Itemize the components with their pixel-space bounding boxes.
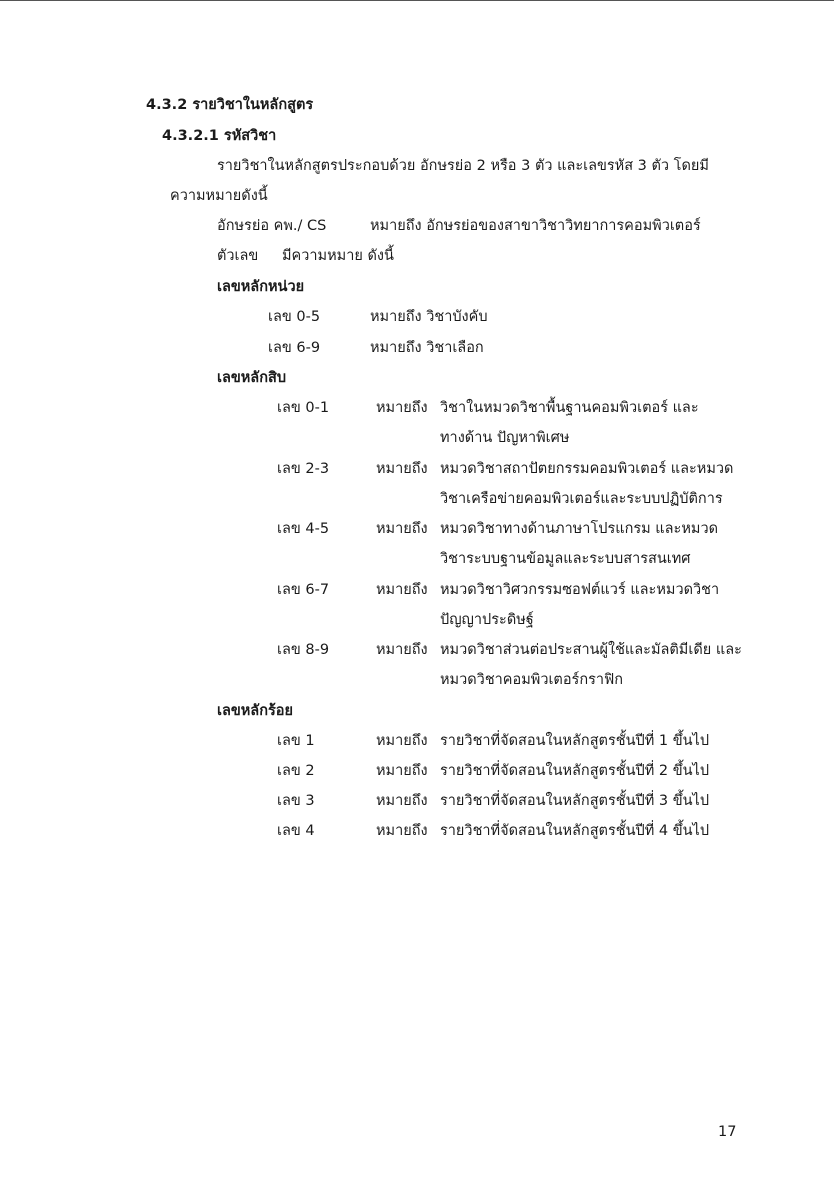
tens-meaning-line2: ทางด้าน ปัญหาพิเศษ [440, 430, 570, 446]
page-number: 17 [718, 1124, 737, 1140]
tens-label: เลข 6-7 [277, 582, 330, 598]
hundreds-verb: หมายถึง [376, 733, 428, 749]
tens-meaning-line2: วิชาเครือข่ายคอมพิวเตอร์และระบบปฏิบัติการ [440, 491, 723, 507]
tens-heading: เลขหลักสิบ [217, 370, 287, 386]
hundreds-label: เลข 4 [277, 823, 315, 839]
tens-verb: หมายถึง [376, 461, 428, 477]
hundreds-label: เลข 3 [277, 793, 315, 809]
tens-meaning-line1: หมวดวิชาทางด้านภาษาโปรแกรม และหมวด [440, 521, 719, 537]
hundreds-meaning: รายวิชาที่จัดสอนในหลักสูตรชั้นปีที่ 1 ขึ้นไป [440, 733, 710, 749]
hundreds-verb: หมายถึง [376, 823, 428, 839]
abbrev-meaning: หมายถึง อักษรย่อของสาขาวิชาวิทยาการคอมพิวเตอร์ [370, 218, 701, 234]
hundreds-meaning: รายวิชาที่จัดสอนในหลักสูตรชั้นปีที่ 3 ขึ้นไป [440, 793, 710, 809]
hundreds-heading: เลขหลักร้อย [217, 703, 293, 719]
units-label: เลข 6-9 [268, 340, 321, 356]
units-meaning: หมายถึง วิชาเลือก [370, 340, 484, 356]
digit-term: ตัวเลข [217, 248, 259, 264]
tens-verb: หมายถึง [376, 400, 428, 416]
tens-label: เลข 8-9 [277, 642, 330, 658]
abbrev-term: อักษรย่อ คพ./ CS [217, 218, 327, 234]
tens-label: เลข 2-3 [277, 461, 330, 477]
hundreds-label: เลข 2 [277, 763, 315, 779]
tens-meaning-line1: หมวดวิชาวิศวกรรมซอฟต์แวร์ และหมวดวิชา [440, 582, 720, 598]
hundreds-meaning: รายวิชาที่จัดสอนในหลักสูตรชั้นปีที่ 2 ขึ้นไป [440, 763, 710, 779]
tens-verb: หมายถึง [376, 521, 428, 537]
digit-meaning: มีความหมาย ดังนี้ [282, 248, 394, 264]
tens-label: เลข 0-1 [277, 400, 330, 416]
intro-line-2: ความหมายดังนี้ [170, 188, 268, 204]
hundreds-meaning: รายวิชาที่จัดสอนในหลักสูตรชั้นปีที่ 4 ขึ้นไป [440, 823, 710, 839]
hundreds-verb: หมายถึง [376, 793, 428, 809]
tens-meaning-line2: ปัญญาประดิษฐ์ [440, 612, 534, 628]
tens-meaning-line1: หมวดวิชาสถาปัตยกรรมคอมพิวเตอร์ และหมวด [440, 461, 734, 477]
intro-line-1: รายวิชาในหลักสูตรประกอบด้วย อักษรย่อ 2 หรือ 3 ตัว และเลขรหัส 3 ตัว โดยมี [217, 158, 709, 174]
tens-meaning-line2: หมวดวิชาคอมพิวเตอร์กราฟิก [440, 672, 624, 688]
section-title: 4.3.2 รายวิชาในหลักสูตร [146, 97, 314, 113]
subsection-title: 4.3.2.1 รหัสวิชา [162, 128, 277, 144]
tens-meaning-line1: หมวดวิชาส่วนต่อประสานผู้ใช้และมัลติมีเดีย และ [440, 642, 742, 658]
tens-meaning-line2: วิชาระบบฐานข้อมูลและระบบสารสนเทศ [440, 551, 691, 567]
tens-verb: หมายถึง [376, 582, 428, 598]
tens-verb: หมายถึง [376, 642, 428, 658]
hundreds-verb: หมายถึง [376, 763, 428, 779]
top-border-line [0, 0, 834, 1]
hundreds-label: เลข 1 [277, 733, 315, 749]
tens-meaning-line1: วิชาในหมวดวิชาพื้นฐานคอมพิวเตอร์ และ [440, 400, 699, 416]
tens-label: เลข 4-5 [277, 521, 330, 537]
units-meaning: หมายถึง วิชาบังคับ [370, 309, 488, 325]
units-heading: เลขหลักหน่วย [217, 279, 305, 295]
units-label: เลข 0-5 [268, 309, 321, 325]
